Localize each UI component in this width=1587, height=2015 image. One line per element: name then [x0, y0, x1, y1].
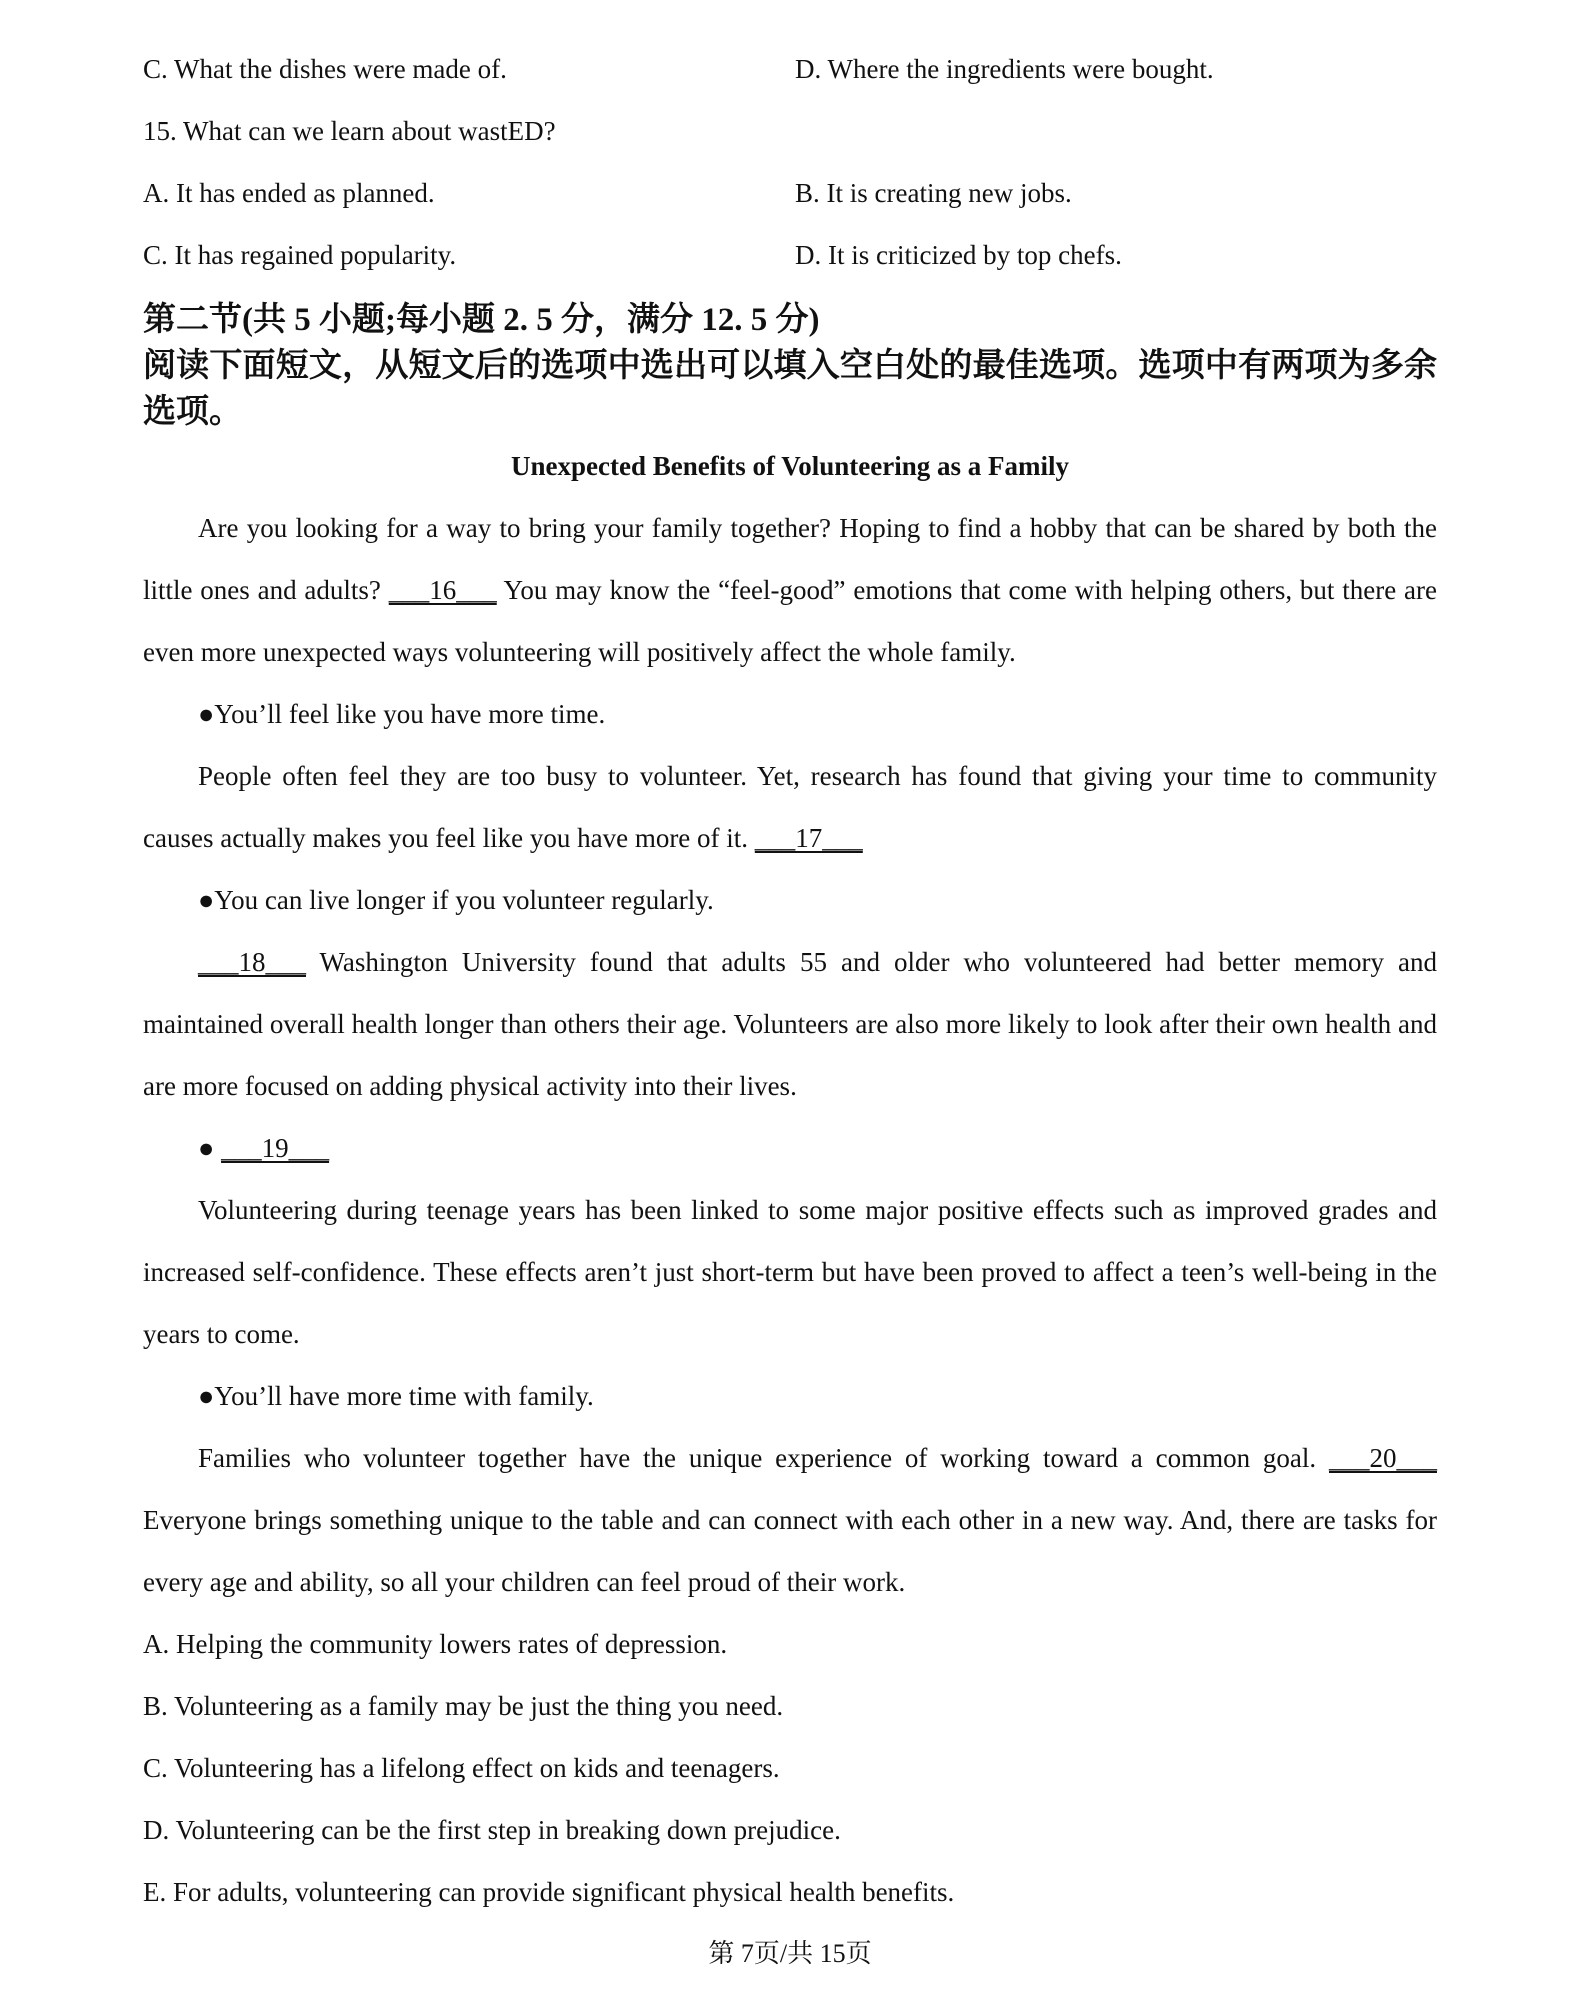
text-segment: Families who volunteer together have the unique experience of working toward a common goal. — [198, 1443, 1329, 1473]
cloze-option-a: A. Helping the community lowers rates of depression. — [143, 1629, 728, 1659]
option-15-b: B. It is creating new jobs. — [795, 178, 1072, 208]
text-segment: ●You can live longer if you volunteer regularly. — [198, 885, 714, 915]
passage-paragraph-3 — [143, 931, 1437, 1117]
question-15-stem: 15. What can we learn about wastED? — [143, 116, 556, 146]
passage-bullet-1 — [143, 683, 1437, 745]
question-14-options-row-cd — [143, 38, 1437, 100]
passage-paragraph-2 — [143, 745, 1437, 869]
passage-paragraph-4 — [143, 1179, 1437, 1365]
text-segment: ●You’ll feel like you have more time. — [198, 699, 606, 729]
section-heading: 第二节(共 5 小题;每小题 2. 5 分，满分 12. 5 分) — [143, 302, 820, 338]
text-segment: People often feel they are too busy to volunteer. Yet, research has found that giving your time to community causes actually makes you feel like you have more of it. — [143, 761, 1437, 853]
page-number-footer: 第 7页/共 15页 — [708, 1939, 872, 1968]
cloze-section — [143, 298, 1437, 1923]
cloze-option-c: C. Volunteering has a lifelong effect on kids and teenagers. — [143, 1753, 780, 1783]
option-14-d: D. Where the ingredients were bought. — [795, 54, 1214, 84]
passage-blank-20: ___20___ — [1329, 1443, 1437, 1473]
text-segment: Washington University found that adults 55 and older who volunteered had better memory and maintained overall health longer than others their age. Volunteers are also more likely to look after their own health and are more focused on adding physical activity into their lives. — [143, 947, 1437, 1101]
passage-bullet-3 — [143, 1117, 1437, 1179]
text-segment: Are you looking for a way to bring your family together? Hoping to find a hobby that can be shared by both the little ones and adults? — [143, 513, 1437, 605]
passage-blank-17: ___17___ — [754, 823, 863, 853]
passage-blank-18: ___18___ — [198, 947, 306, 977]
option-15-d: D. It is criticized by top chefs. — [795, 240, 1122, 270]
cloze-answer-options — [143, 1613, 1437, 1923]
passage-blank-19: ___19___ — [221, 1133, 330, 1163]
text-segment: Volunteering during teenage years has been linked to some major positive effects such as improved grades and increased self-confidence. These effects aren’t just short-term but have been proved to affect a teen’s well-being in the years to come. — [143, 1195, 1437, 1349]
option-15-a: A. It has ended as planned. — [143, 178, 435, 208]
passage-paragraph-5 — [143, 1427, 1437, 1613]
listening-questions-section — [143, 38, 1437, 286]
passage-bullet-4 — [143, 1365, 1437, 1427]
option-14-c: C. What the dishes were made of. — [143, 54, 507, 84]
question-15-options-row-ab — [143, 162, 1437, 224]
cloze-option-b: B. Volunteering as a family may be just the thing you need. — [143, 1691, 784, 1721]
option-15-c: C. It has regained popularity. — [143, 240, 457, 270]
passage-bullet-2 — [143, 869, 1437, 931]
section-instruction: 阅读下面短文，从短文后的选项中选出可以填入空白处的最佳选项。选项中有两项为多余选项。 — [143, 348, 1437, 430]
cloze-option-d: D. Volunteering can be the first step in breaking down prejudice. — [143, 1815, 841, 1845]
text-segment: ●You’ll have more time with family. — [198, 1381, 594, 1411]
passage-title: Unexpected Benefits of Volunteering as a Family — [511, 451, 1069, 481]
passage-paragraph-1 — [143, 497, 1437, 683]
text-segment: ● — [198, 1133, 222, 1163]
text-segment: You may know the “feel-good” emotions that come with helping others, but there are even more unexpected ways volunteering will positively affect the whole family. — [143, 575, 1437, 667]
text-segment: Everyone brings something unique to the table and can connect with each other in a new way. And, there are tasks for every age and ability, so all your children can feel proud of their work. — [143, 1505, 1437, 1597]
cloze-option-e: E. For adults, volunteering can provide significant physical health benefits. — [143, 1877, 955, 1907]
passage-blank-16: ___16___ — [388, 575, 497, 605]
question-15-options-row-cd — [143, 224, 1437, 286]
